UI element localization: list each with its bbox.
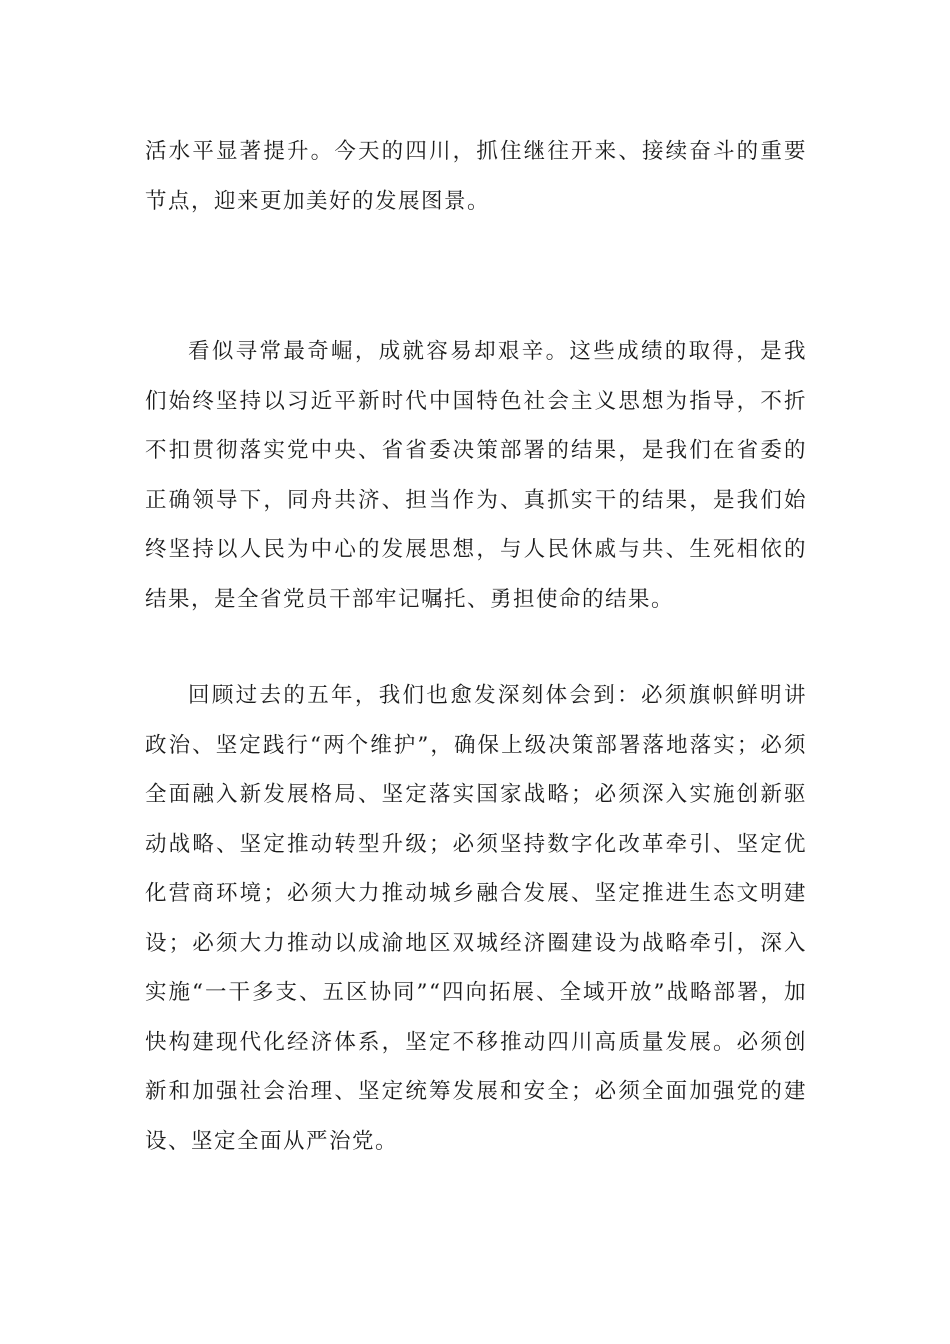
paragraph-review: 回顾过去的五年，我们也愈发深刻体会到：必须旗帜鲜明讲政治、坚定践行“两个维护”，确保上级决策部署落地落实；必须全面融入新发展格局、坚定落实国家战略；必须深入实施创新驱动战略、坚定推动转型升级；必须坚持数字化改革牵引、坚定优化营商环境；必须大力推动城乡融合发展、坚定推进生态文明建设；必须大力推动以成渝地区双城经济圈建设为战略牵引，深入实施“一干多支、五区协同”“四向拓展、全域开放”战略部署，加快构建现代化经济体系，坚定不移推动四川高质量发展。必须创新和加强社会治理、坚定统筹发展和安全；必须全面加强党的建设、坚定全面从严治党。 bbox=[145, 683, 807, 1154]
paragraph-achievements: 看似寻常最奇崛，成就容易却艰辛。这些成绩的取得，是我们始终坚持以习近平新时代中国特色社会主义思想为指导，不折不扣贯彻落实党中央、省省委决策部署的结果，是我们在省委的正确领导下，同舟共济、担当作为、真抓实干的结果，是我们始终坚持以人民为中心的发展思想，与人民休戚与共、生死相依的结果，是全省党员干部牢记嘱托、勇担使命的结果。 bbox=[145, 339, 807, 612]
paragraph-continuation: 活水平显著提升。今天的四川，抓住继往开来、接续奋斗的重要节点，迎来更加美好的发展图景。 bbox=[145, 139, 807, 214]
